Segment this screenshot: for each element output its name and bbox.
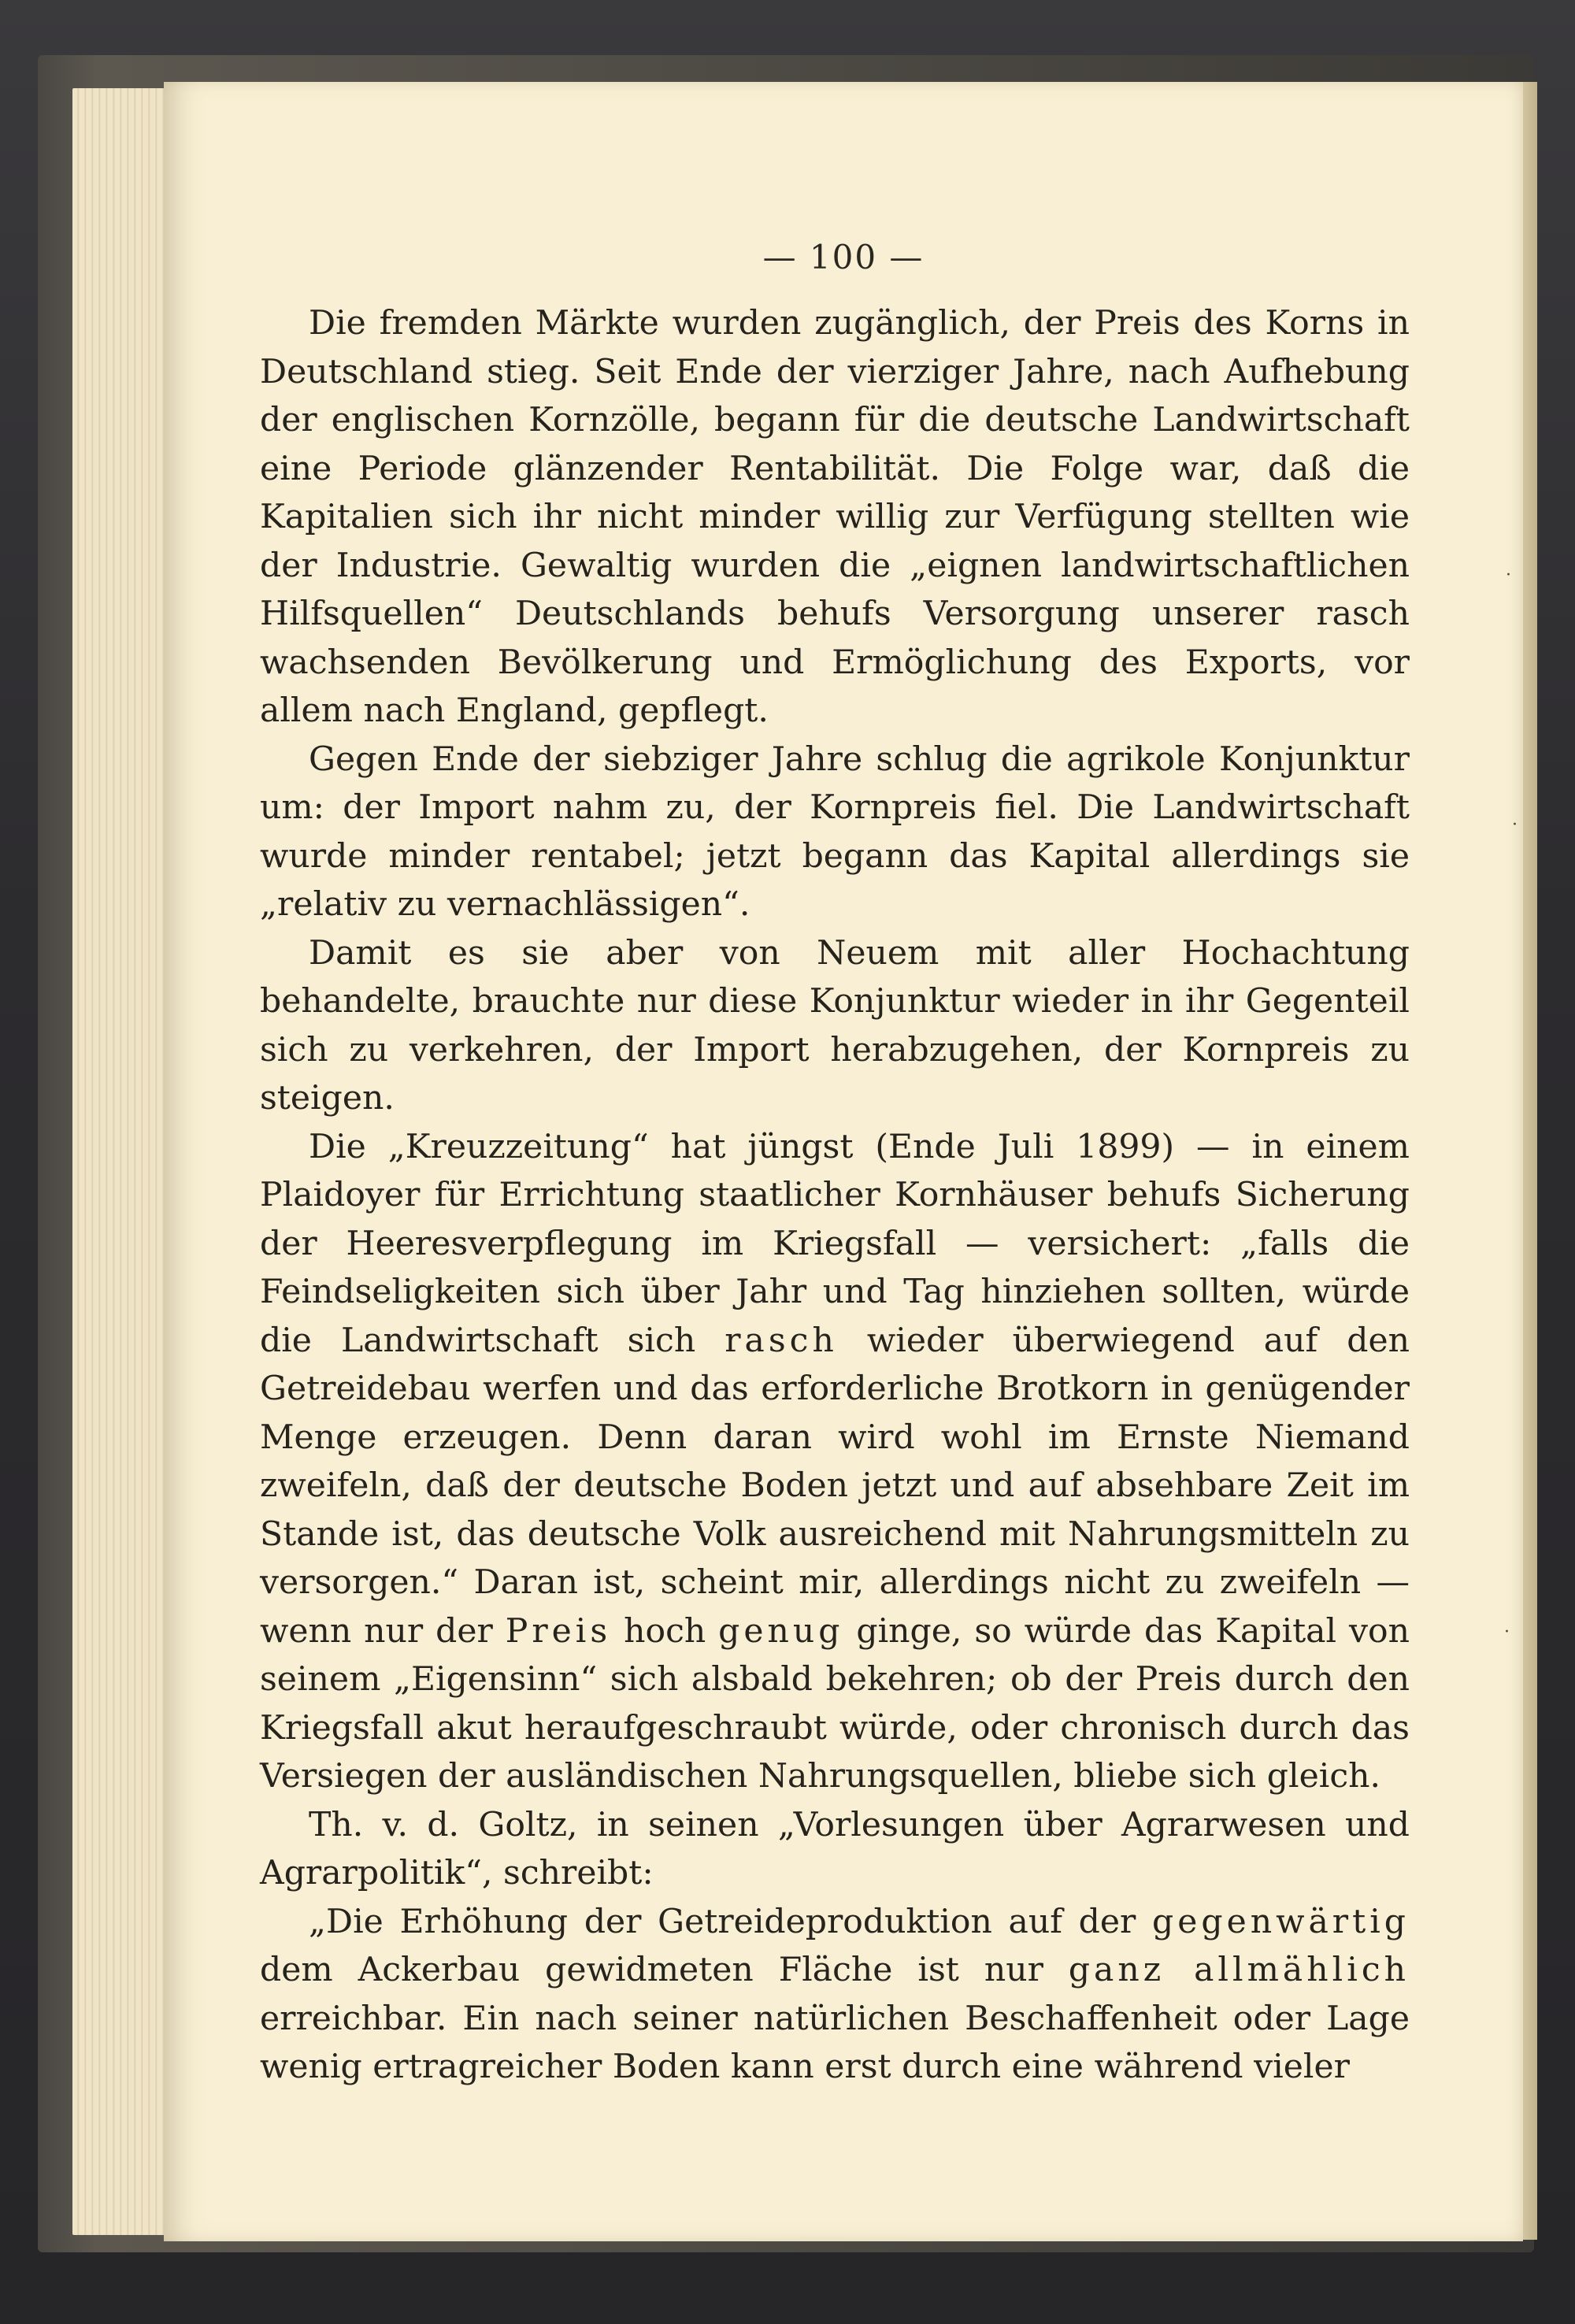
- page-number: — 100 —: [762, 238, 925, 276]
- text-run: erreichbar. Ein nach seiner natürlichen Beschaffenheit oder Lage wenig ertragreicher Boden kann erst durch eine während vieler: [260, 1999, 1410, 2086]
- margin-speck: ·: [1512, 815, 1518, 835]
- emphasis-run: genug: [718, 1611, 844, 1651]
- text-run: hoch: [611, 1611, 719, 1651]
- text-run: „Die Erhöhung der Getreideproduktion auf der: [309, 1902, 1152, 1941]
- paragraph-2: Gegen Ende der siebziger Jahre schlug die agrikole Konjunktur um: der Import nahm zu, der Kornpreis fiel. Die Landwirtschaft wurde minder rentabel; jetzt begann das Kapital allerdings sie „relativ zu vernachlässigen“.: [260, 739, 1410, 924]
- emphasis-run: rasch: [724, 1321, 838, 1360]
- margin-speck: ·: [1504, 1622, 1510, 1642]
- emphasis-run: ganz allmählich: [1068, 1951, 1410, 1989]
- text-run: Die „Kreuzzeitung“ hat jüngst (Ende Juli 1899) — in einem Plaidoyer für Errichtung staatlicher Kornhäuser behufs Sicherung der Heeresverpflegung im Kriegsfall — versichert: „falls die Feindseligkeiten sich über Jahr und Tag hinziehen sollten, würde die Landwirtschaft sich: [260, 1127, 1410, 1360]
- text-run: wieder überwiegend auf den Getreidebau werfen und das erforderliche Brotkorn in genügender Menge erzeugen. Denn daran wird wohl im Ernste Niemand zweifeln, daß der deutsche Boden jetzt und auf absehbare Zeit im Stande ist, das deutsche Volk ausreichend mit Nahrungsmitteln zu versorgen.“ Daran ist, scheint mir, allerdings nicht zu zweifeln — wenn nur der: [260, 1321, 1410, 1651]
- paragraph-3: Damit es sie aber von Neuem mit aller Hochachtung behandelte, brauchte nur diese Konjunktur wieder in ihr Gegenteil sich zu verkehren, der Import herabzugehen, der Kornpreis zu steigen.: [260, 933, 1410, 1118]
- margin-speck: ·: [1506, 565, 1511, 585]
- paragraph-6: [260, 1898, 1410, 2092]
- text-run: ginge, so würde das Kapital von seinem „Eigensinn“ sich alsbald bekehren; ob der Preis durch den Kriegsfall akut heraufgeschraubt würde, oder chronisch durch das Versiegen der ausländischen Nahrungsquellen, bliebe sich gleich.: [260, 1611, 1410, 1796]
- page-text: [260, 299, 1410, 2092]
- emphasis-run: gegenwärtig: [1152, 1902, 1410, 1941]
- text-run: dem Ackerbau gewidmeten Fläche ist nur: [260, 1951, 1069, 1989]
- paragraph-5: Th. v. d. Goltz, in seinen „Vorlesungen über Agrarwesen und Agrarpolitik“, schreibt:: [260, 1805, 1410, 1892]
- paragraph-4: [260, 1123, 1410, 1801]
- emphasis-run: Preis: [505, 1611, 612, 1651]
- paragraph-1: Die fremden Märkte wurden zugänglich, der Preis des Korns in Deutschland stieg. Seit Ende der vierziger Jahre, nach Aufhebung der englischen Kornzölle, begann für die deutsche Landwirtschaft eine Periode glänzender Rentabilität. Die Folge war, daß die Kapitalien sich ihr nicht minder willig zur Verfügung stellten wie der Industrie. Gewaltig wurden die „eignen landwirtschaftlichen Hilfsquellen“ Deutschlands behufs Versorgung unserer rasch wachsenden Bevölkerung und Ermöglichung des Exports, vor allem nach England, gepflegt.: [260, 304, 1410, 730]
